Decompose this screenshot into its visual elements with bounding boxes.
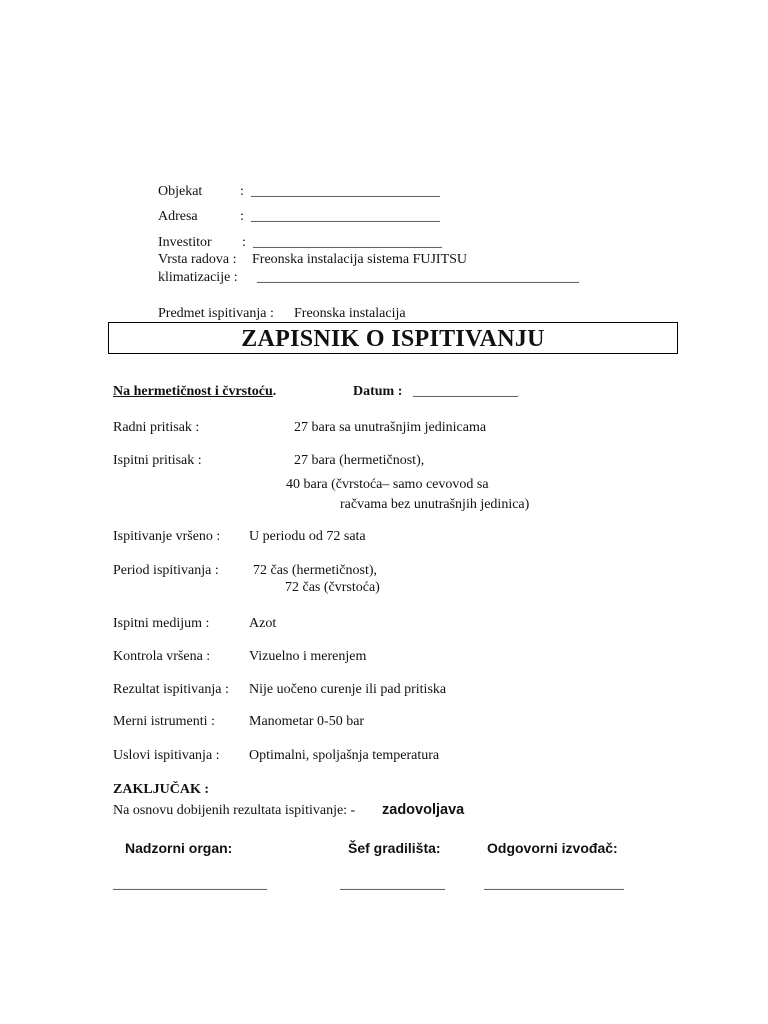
ispitni-medijum-value: Azot	[249, 616, 277, 631]
kontrola-vrsena-value: Vizuelno i merenjem	[249, 649, 367, 664]
nadzorni-organ-label: Nadzorni organ:	[125, 840, 233, 856]
klimatizacije-label: klimatizacije :	[158, 270, 238, 285]
rezultat-ispitivanja-value: Nije uočeno curenje ili pad pritiska	[249, 682, 447, 697]
document-title: ZAPISNIK O ISPITIVANJU	[241, 326, 545, 352]
adresa-blank: ___________________________	[251, 209, 440, 224]
datum-blank: _______________	[413, 384, 518, 399]
zakljucak-verdict: zadovoljava	[382, 802, 465, 818]
period-ispitivanja-label: Period ispitivanja :	[113, 563, 219, 578]
ispitivanje-vrseno-value: U periodu od 72 sata	[249, 529, 366, 544]
adresa-label: Adresa	[158, 209, 198, 224]
radni-pritisak-label: Radni pritisak :	[113, 420, 200, 435]
ispitni-pritisak-value-1: 27 bara (hermetičnost),	[294, 453, 425, 468]
uslovi-ispitivanja-label: Uslovi ispitivanja :	[113, 748, 220, 763]
klimatizacije-blank: ______________________________________________	[257, 270, 579, 285]
datum-label: Datum :	[353, 384, 403, 399]
ispitni-pritisak-value-2: 40 bara (čvrstoća– samo cevovod sa	[286, 477, 489, 492]
sef-gradilista-signature-line: _______________	[340, 877, 445, 892]
nadzorni-organ-signature-line: ______________________	[113, 877, 267, 892]
vrsta-radova-value: Freonska instalacija sistema FUJITSU	[252, 252, 468, 267]
investitor-label: Investitor	[158, 235, 212, 250]
ispitivanje-vrseno-label: Ispitivanje vršeno :	[113, 529, 221, 544]
title-box	[108, 322, 678, 354]
period-ispitivanja-value-2: 72 čas (čvrstoća)	[285, 580, 380, 595]
objekat-colon: :	[240, 184, 244, 199]
vrsta-radova-label: Vrsta radova :	[158, 252, 237, 267]
merni-instrumenti-value: Manometar 0-50 bar	[249, 714, 365, 729]
ispitni-pritisak-label: Ispitni pritisak :	[113, 453, 202, 468]
uslovi-ispitivanja-value: Optimalni, spoljašnja temperatura	[249, 748, 440, 763]
objekat-blank: ___________________________	[251, 184, 440, 199]
odgovorni-izvodjac-signature-line: ____________________	[484, 877, 624, 892]
adresa-colon: :	[240, 209, 244, 224]
subtitle-period: .	[272, 384, 277, 399]
ispitni-medijum-label: Ispitni medijum :	[113, 616, 210, 631]
predmet-label: Predmet ispitivanja :	[158, 306, 274, 321]
rezultat-ispitivanja-label: Rezultat ispitivanja :	[113, 682, 229, 697]
predmet-value: Freonska instalacija	[294, 306, 406, 321]
ispitni-pritisak-value-3: račvama bez unutrašnjih jedinica)	[340, 497, 530, 512]
kontrola-vrsena-label: Kontrola vršena :	[113, 649, 211, 664]
zakljucak-text: Na osnovu dobijenih rezultata ispitivanje: -	[113, 803, 356, 818]
sef-gradilista-label: Šef gradilišta:	[348, 840, 441, 856]
objekat-label: Objekat	[158, 184, 203, 199]
investitor-colon: :	[242, 235, 246, 250]
odgovorni-izvodjac-label: Odgovorni izvođač:	[487, 840, 618, 856]
subtitle	[113, 384, 276, 400]
period-ispitivanja-value-1: 72 čas (hermetičnost),	[253, 563, 378, 578]
investitor-blank: ___________________________	[253, 235, 442, 250]
subtitle-label: Na hermetičnost i čvrstoću	[113, 384, 273, 399]
zakljucak-heading: ZAKLJUČAK :	[113, 782, 210, 797]
radni-pritisak-value: 27 bara sa unutrašnjim jedinicama	[294, 420, 487, 435]
merni-instrumenti-label: Merni istrumenti :	[113, 714, 215, 729]
